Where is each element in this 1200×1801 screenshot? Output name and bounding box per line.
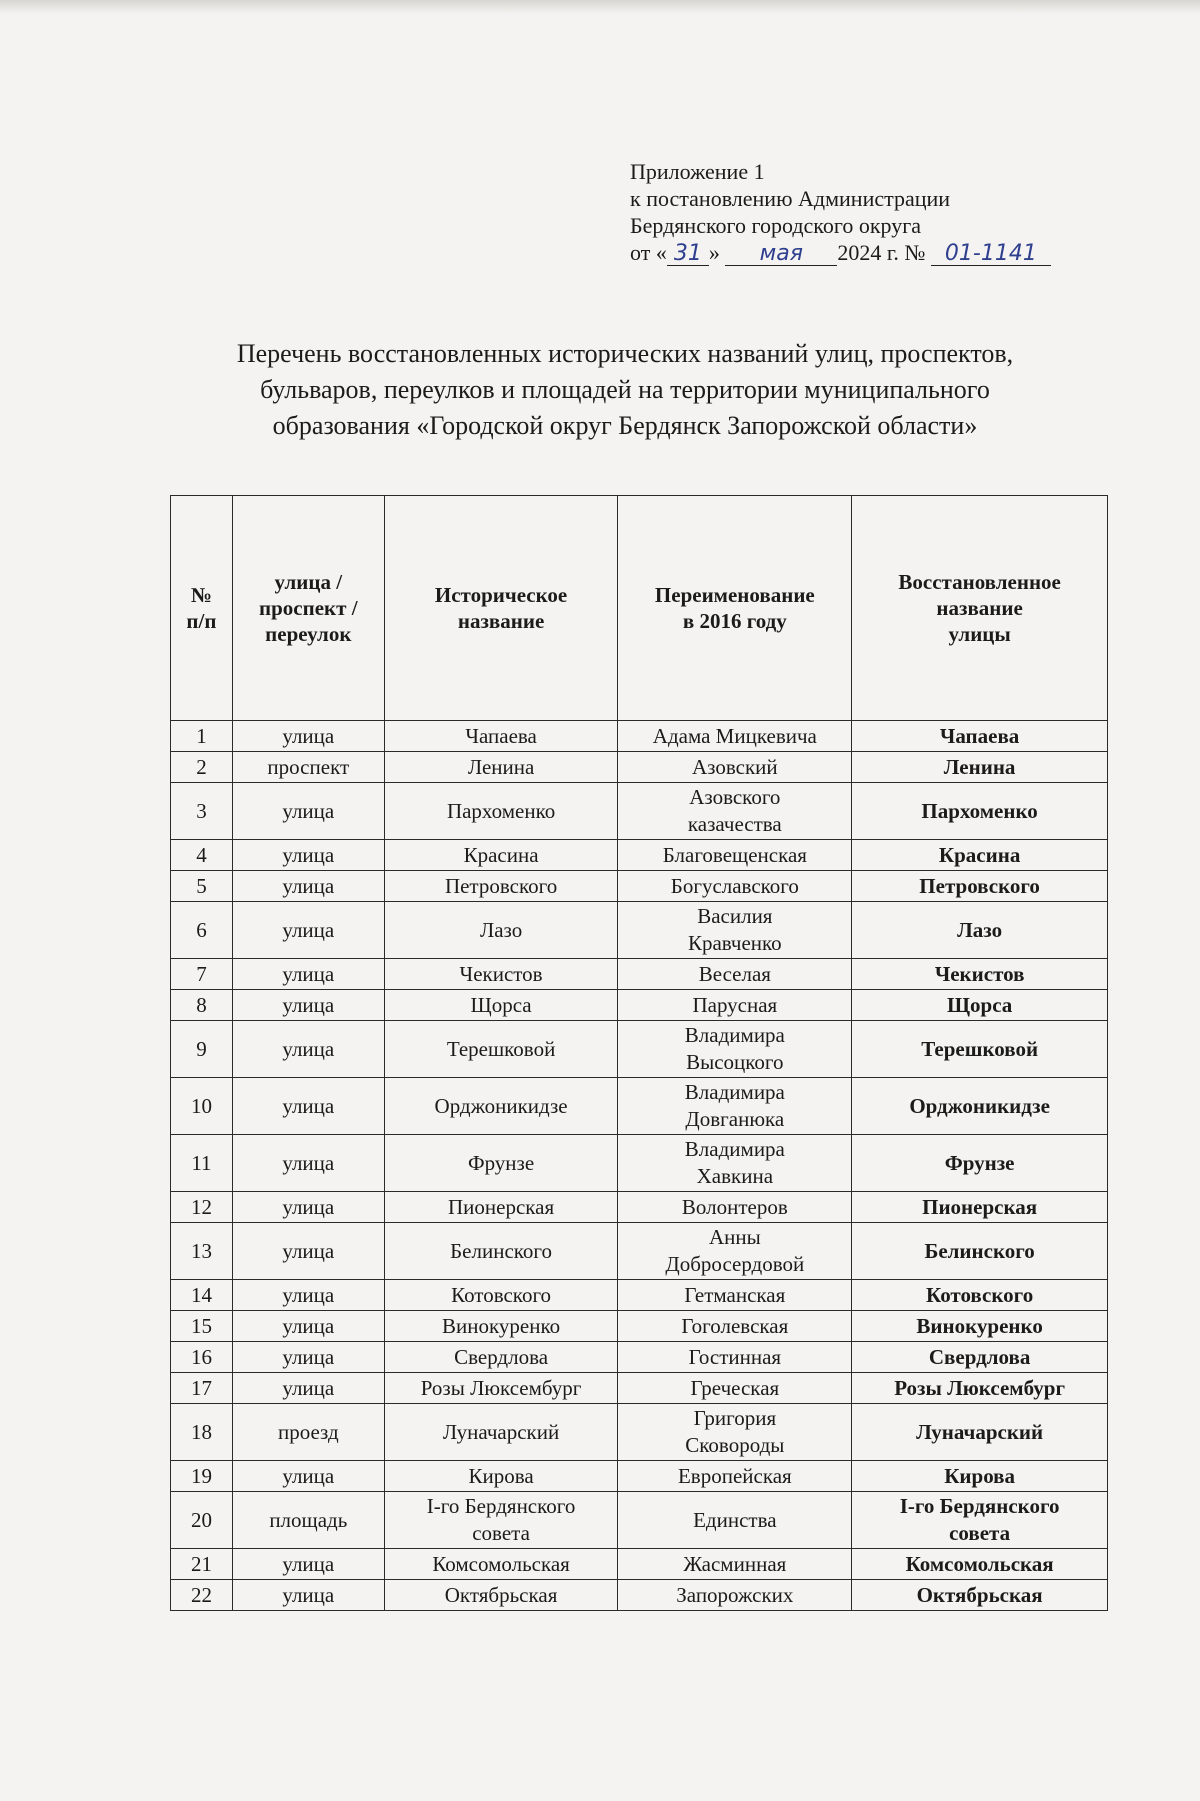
cell-restored-line: Ленина <box>943 755 1016 779</box>
cell-renamed-line: Европейская <box>677 1464 792 1488</box>
cell-renamed-line: Гетманская <box>684 1283 786 1307</box>
cell-num: 2 <box>171 752 233 783</box>
date-year: 2024 г. № <box>837 240 926 265</box>
cell-renamed-line: Жасминная <box>683 1552 787 1576</box>
cell-historical-line: Кирова <box>468 1464 534 1488</box>
cell-renamed <box>618 1078 852 1135</box>
cell-historical-line: I-го Бердянского <box>426 1494 576 1518</box>
cell-renamed-line: Добросердовой <box>665 1252 805 1276</box>
cell-num: 21 <box>171 1549 233 1580</box>
cell-restored <box>852 1135 1108 1192</box>
cell-renamed-line: Василия <box>697 904 773 928</box>
cell-restored-line: Чапаева <box>939 724 1020 748</box>
cell-num: 11 <box>171 1135 233 1192</box>
cell-restored-line: Щорса <box>946 993 1013 1017</box>
cell-num: 12 <box>171 1192 233 1223</box>
cell-renamed-line: Сковороды <box>685 1433 785 1457</box>
cell-num: 18 <box>171 1404 233 1461</box>
cell-historical <box>384 1192 618 1223</box>
cell-restored <box>852 1549 1108 1580</box>
title-line-2: бульваров, переулков и площадей на территории муниципального <box>260 375 990 404</box>
cell-restored-line: Комсомольская <box>905 1552 1054 1576</box>
date-month-blank <box>725 242 837 266</box>
cell-renamed-line: Парусная <box>692 993 778 1017</box>
cell-num: 8 <box>171 990 233 1021</box>
date-prefix: от « <box>630 240 667 265</box>
cell-num: 6 <box>171 902 233 959</box>
table-row <box>171 752 1108 783</box>
cell-num: 1 <box>171 721 233 752</box>
cell-restored <box>852 959 1108 990</box>
header-line: улицы <box>948 622 1011 646</box>
cell-type: улица <box>232 783 384 840</box>
cell-historical-line: Винокуренко <box>442 1314 561 1338</box>
cell-renamed-line: Григория <box>693 1406 777 1430</box>
table-row <box>171 1280 1108 1311</box>
cell-renamed-line: Анны <box>708 1225 761 1249</box>
cell-renamed <box>618 783 852 840</box>
cell-historical-line: Орджоникидзе <box>434 1093 568 1118</box>
cell-renamed <box>618 871 852 902</box>
cell-restored <box>852 840 1108 871</box>
cell-renamed <box>618 840 852 871</box>
table-header-row <box>171 496 1108 721</box>
cell-num: 14 <box>171 1280 233 1311</box>
cell-historical <box>384 1021 618 1078</box>
cell-num: 15 <box>171 1311 233 1342</box>
cell-historical-line: Пархоменко <box>446 798 556 823</box>
table-row <box>171 721 1108 752</box>
cell-restored-line: Свердлова <box>928 1345 1031 1369</box>
cell-type: улица <box>232 1373 384 1404</box>
cell-renamed <box>618 1342 852 1373</box>
table-row <box>171 1373 1108 1404</box>
page-top-shadow <box>0 0 1200 14</box>
cell-restored <box>852 1311 1108 1342</box>
cell-renamed-line: Адама Мицкевича <box>652 724 817 748</box>
cell-historical-line: Терешковой <box>446 1036 556 1061</box>
header-type <box>232 496 384 721</box>
cell-historical <box>384 1492 618 1549</box>
table-row <box>171 783 1108 840</box>
cell-renamed-line: Кравченко <box>687 931 782 955</box>
cell-historical <box>384 871 618 902</box>
table-row <box>171 1135 1108 1192</box>
cell-historical-line: Лазо <box>479 917 523 942</box>
cell-type: улица <box>232 871 384 902</box>
cell-type: площадь <box>232 1492 384 1549</box>
cell-renamed <box>618 1021 852 1078</box>
appendix-line-3: Бердянского городского округа <box>630 213 922 238</box>
table-row <box>171 1078 1108 1135</box>
cell-historical <box>384 1135 618 1192</box>
cell-restored <box>852 1492 1108 1549</box>
table-row <box>171 1549 1108 1580</box>
cell-restored-line: совета <box>949 1521 1011 1545</box>
cell-renamed-line: Гостинная <box>688 1345 782 1369</box>
cell-restored-line: Винокуренко <box>916 1314 1043 1338</box>
title-line-1: Перечень восстановленных исторических названий улиц, проспектов, <box>236 339 1014 368</box>
cell-historical-line: Луначарский <box>442 1419 560 1444</box>
cell-restored-line: Котовского <box>926 1283 1034 1307</box>
cell-renamed-line: Владимира <box>684 1080 785 1104</box>
header-line: название <box>936 596 1023 620</box>
cell-renamed <box>618 1135 852 1192</box>
date-mid: » <box>708 240 720 265</box>
cell-type: улица <box>232 1311 384 1342</box>
header-num <box>171 496 233 721</box>
cell-type: улица <box>232 1461 384 1492</box>
cell-restored-line: Розы Люксембург <box>894 1376 1065 1400</box>
date-day-handwritten: 31 <box>673 241 702 266</box>
header-restored <box>852 496 1108 721</box>
cell-historical <box>384 990 618 1021</box>
cell-num: 19 <box>171 1461 233 1492</box>
cell-historical-line: Щорса <box>470 993 532 1017</box>
cell-restored <box>852 1078 1108 1135</box>
cell-type: улица <box>232 1078 384 1135</box>
table-row <box>171 990 1108 1021</box>
cell-type: улица <box>232 840 384 871</box>
cell-historical <box>384 1342 618 1373</box>
header-line: название <box>457 609 545 633</box>
cell-restored-line: Терешковой <box>921 1036 1039 1061</box>
cell-type: улица <box>232 959 384 990</box>
header-line: улица / <box>274 570 343 594</box>
cell-historical-line: Чекистов <box>459 962 543 986</box>
table-row <box>171 1192 1108 1223</box>
cell-restored <box>852 752 1108 783</box>
cell-renamed <box>618 902 852 959</box>
table-row <box>171 1404 1108 1461</box>
cell-restored-line: Луначарский <box>916 1419 1044 1444</box>
cell-num: 9 <box>171 1021 233 1078</box>
cell-type: улица <box>232 1021 384 1078</box>
cell-historical-line: Чапаева <box>465 724 537 748</box>
cell-num: 17 <box>171 1373 233 1404</box>
cell-renamed-line: Владимира <box>684 1023 785 1047</box>
document-title <box>150 336 1100 444</box>
cell-num: 7 <box>171 959 233 990</box>
cell-historical-line: Октябрьская <box>444 1583 558 1607</box>
cell-restored-line: Кирова <box>944 1464 1016 1488</box>
cell-type: улица <box>232 1580 384 1611</box>
cell-type: проспект <box>232 752 384 783</box>
header-line: в 2016 году <box>682 609 787 633</box>
cell-renamed <box>618 1192 852 1223</box>
header-renamed <box>618 496 852 721</box>
date-day-blank <box>667 242 709 266</box>
cell-historical <box>384 959 618 990</box>
cell-restored-line: Лазо <box>957 917 1003 942</box>
date-month-handwritten: мая <box>759 241 803 266</box>
cell-renamed-line: Запорожских <box>676 1583 794 1607</box>
cell-historical <box>384 902 618 959</box>
cell-restored-line: Чекистов <box>934 962 1025 986</box>
cell-renamed <box>618 1223 852 1280</box>
cell-renamed-line: Богуславского <box>670 874 799 898</box>
cell-renamed <box>618 1311 852 1342</box>
street-names-table <box>170 495 1108 1611</box>
cell-restored <box>852 1192 1108 1223</box>
cell-historical-line: совета <box>472 1521 530 1545</box>
table-row <box>171 959 1108 990</box>
cell-restored <box>852 871 1108 902</box>
appendix-date-line <box>630 239 1051 266</box>
cell-restored <box>852 1580 1108 1611</box>
cell-historical-line: Красина <box>463 843 539 867</box>
header-line: п/п <box>186 609 217 633</box>
appendix-header <box>630 158 1051 266</box>
table-row <box>171 1021 1108 1078</box>
cell-historical-line: Котовского <box>451 1283 552 1307</box>
cell-restored <box>852 1404 1108 1461</box>
header-line: Историческое <box>434 583 568 607</box>
cell-restored-line: Фрунзе <box>944 1150 1015 1175</box>
cell-num: 20 <box>171 1492 233 1549</box>
cell-historical <box>384 1280 618 1311</box>
cell-restored <box>852 721 1108 752</box>
header-line: № <box>190 583 212 607</box>
cell-historical-line: Петровского <box>444 874 558 898</box>
cell-num: 22 <box>171 1580 233 1611</box>
header-line: переулок <box>265 622 352 646</box>
cell-restored <box>852 1373 1108 1404</box>
cell-type: улица <box>232 990 384 1021</box>
cell-type: улица <box>232 1223 384 1280</box>
header-line: Переименование <box>654 583 815 607</box>
cell-restored <box>852 783 1108 840</box>
cell-historical-line: Пионерская <box>448 1195 555 1219</box>
appendix-line-2: к постановлению Администрации <box>630 186 951 211</box>
table-body <box>171 721 1108 1611</box>
cell-renamed <box>618 1404 852 1461</box>
cell-historical-line: Ленина <box>467 755 535 779</box>
table-row <box>171 1223 1108 1280</box>
cell-restored-line: Белинского <box>924 1238 1035 1263</box>
cell-renamed-line: Азовского <box>689 785 781 809</box>
cell-renamed <box>618 1373 852 1404</box>
table-row <box>171 1580 1108 1611</box>
doc-number-handwritten: 01-1141 <box>944 241 1037 266</box>
cell-historical <box>384 1373 618 1404</box>
cell-historical-line: Свердлова <box>454 1345 549 1369</box>
doc-number-blank <box>931 242 1051 266</box>
cell-renamed <box>618 752 852 783</box>
cell-type: улица <box>232 902 384 959</box>
header-line: проспект / <box>259 596 358 620</box>
cell-renamed-line: Единства <box>693 1507 777 1532</box>
cell-type: улица <box>232 1280 384 1311</box>
cell-restored-line: Пархоменко <box>921 798 1038 823</box>
cell-renamed <box>618 990 852 1021</box>
cell-renamed <box>618 1461 852 1492</box>
table-row <box>171 1342 1108 1373</box>
header-historical <box>384 496 618 721</box>
cell-restored <box>852 1342 1108 1373</box>
cell-renamed-line: Азовский <box>692 755 778 779</box>
table-row <box>171 871 1108 902</box>
header-line: Восстановленное <box>898 570 1061 594</box>
cell-num: 3 <box>171 783 233 840</box>
cell-type: улица <box>232 1342 384 1373</box>
cell-renamed <box>618 1280 852 1311</box>
cell-renamed <box>618 721 852 752</box>
cell-renamed-line: Греческая <box>690 1376 780 1400</box>
cell-num: 5 <box>171 871 233 902</box>
cell-renamed-line: Благовещенская <box>662 843 807 867</box>
cell-historical <box>384 840 618 871</box>
cell-num: 16 <box>171 1342 233 1373</box>
cell-restored <box>852 1223 1108 1280</box>
cell-num: 4 <box>171 840 233 871</box>
cell-num: 10 <box>171 1078 233 1135</box>
cell-type: улица <box>232 1192 384 1223</box>
cell-renamed-line: Высоцкого <box>686 1050 784 1074</box>
cell-restored-line: Орджоникидзе <box>909 1093 1050 1118</box>
table-row <box>171 1492 1108 1549</box>
cell-restored <box>852 990 1108 1021</box>
cell-restored-line: Петровского <box>919 874 1040 898</box>
cell-historical-line: Комсомольская <box>432 1552 570 1576</box>
title-line-3: образования «Городской округ Бердянск Запорожской области» <box>272 411 978 440</box>
table-row <box>171 1311 1108 1342</box>
cell-renamed-line: казачества <box>687 812 782 836</box>
cell-renamed <box>618 959 852 990</box>
cell-historical <box>384 1223 618 1280</box>
cell-renamed <box>618 1580 852 1611</box>
table-row <box>171 902 1108 959</box>
cell-renamed <box>618 1549 852 1580</box>
cell-historical <box>384 1580 618 1611</box>
cell-renamed-line: Хавкина <box>696 1164 774 1188</box>
cell-restored-line: I-го Бердянского <box>899 1494 1060 1518</box>
cell-historical-line: Розы Люксембург <box>420 1376 582 1400</box>
cell-type: улица <box>232 1135 384 1192</box>
cell-type: улица <box>232 1549 384 1580</box>
cell-restored <box>852 1280 1108 1311</box>
cell-renamed-line: Веселая <box>698 962 771 986</box>
appendix-line-1: Приложение 1 <box>630 159 765 184</box>
cell-renamed-line: Довганюка <box>685 1107 785 1131</box>
cell-historical-line: Фрунзе <box>467 1150 535 1175</box>
cell-restored <box>852 1021 1108 1078</box>
cell-historical-line: Белинского <box>450 1238 553 1263</box>
cell-historical <box>384 1404 618 1461</box>
cell-renamed-line: Владимира <box>684 1137 785 1161</box>
cell-historical <box>384 1461 618 1492</box>
cell-restored-line: Пионерская <box>922 1195 1038 1219</box>
table-row <box>171 1461 1108 1492</box>
table-row <box>171 840 1108 871</box>
cell-historical <box>384 1078 618 1135</box>
cell-historical <box>384 752 618 783</box>
cell-renamed-line: Гоголевская <box>681 1314 789 1338</box>
cell-num: 13 <box>171 1223 233 1280</box>
cell-restored <box>852 1461 1108 1492</box>
cell-renamed-line: Волонтеров <box>681 1195 788 1219</box>
cell-historical <box>384 783 618 840</box>
cell-historical <box>384 1549 618 1580</box>
cell-restored-line: Красина <box>938 843 1021 867</box>
cell-historical <box>384 1311 618 1342</box>
cell-type: проезд <box>232 1404 384 1461</box>
cell-type: улица <box>232 721 384 752</box>
cell-renamed <box>618 1492 852 1549</box>
cell-historical <box>384 721 618 752</box>
cell-restored <box>852 902 1108 959</box>
cell-restored-line: Октябрьская <box>916 1583 1043 1607</box>
